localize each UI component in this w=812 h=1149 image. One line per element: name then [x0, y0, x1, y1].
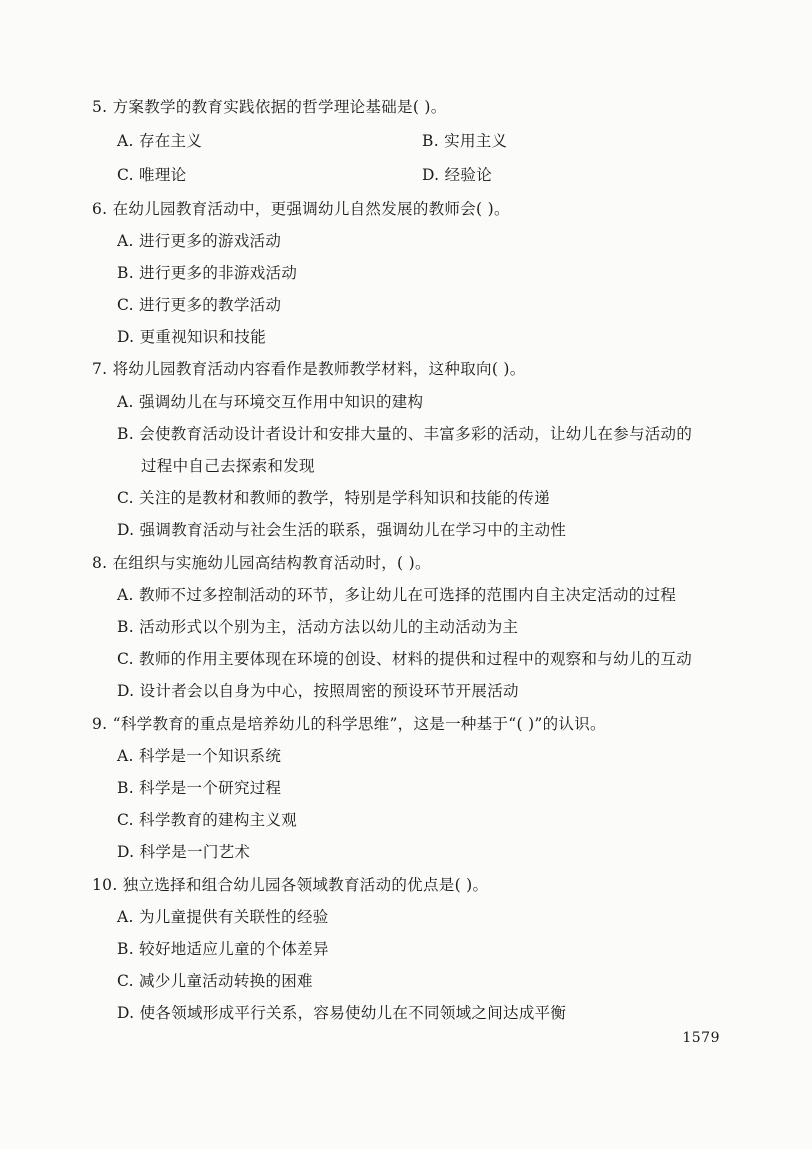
question-5-option-b: B. 实用主义 [422, 132, 508, 150]
question-9-option-b: B. 科学是一个研究过程 [117, 779, 282, 797]
question-9-option-c: C. 科学教育的建构主义观 [117, 811, 298, 829]
question-9-stem: 9. “科学教育的重点是培养幼儿的科学思维”，这是一种基于“( )”的认识。 [92, 715, 606, 733]
question-9-option-a: A. 科学是一个知识系统 [117, 747, 282, 765]
question-8-stem: 8. 在组织与实施幼儿园高结构教育活动时，( )。 [92, 554, 431, 572]
question-7-option-a: A. 强调幼儿在与环境交互作用中知识的建构 [117, 393, 424, 411]
question-10-stem: 10. 独立选择和组合幼儿园各领域教育活动的优点是( )。 [92, 876, 489, 894]
question-8-option-c: C. 教师的作用主要体现在环境的创设、材料的提供和过程中的观察和与幼儿的互动 [117, 650, 693, 668]
question-9-option-d: D. 科学是一门艺术 [117, 843, 251, 861]
question-6-option-b: B. 进行更多的非游戏活动 [117, 264, 298, 282]
question-10-option-a: A. 为儿童提供有关联性的经验 [117, 908, 329, 926]
question-8-option-d: D. 设计者会以自身为中心，按照周密的预设环节开展活动 [117, 682, 519, 700]
question-7-stem: 7. 将幼儿园教育活动内容看作是教师教学材料，这种取向( )。 [92, 360, 526, 378]
question-5-option-c: C. 唯理论 [117, 166, 187, 184]
question-7-option-b-continued: 过程中自己去探索和发现 [141, 457, 315, 475]
question-10-option-c: C. 减少儿童活动转换的困难 [117, 972, 313, 990]
question-5-stem: 5. 方案教学的教育实践依据的哲学理论基础是( )。 [92, 98, 447, 116]
question-5-option-d: D. 经验论 [422, 166, 493, 184]
question-6-option-d: D. 更重视知识和技能 [117, 328, 267, 346]
question-6-stem: 6. 在幼儿园教育活动中，更强调幼儿自然发展的教师会( )。 [92, 200, 510, 218]
question-6-option-a: A. 进行更多的游戏活动 [117, 232, 282, 250]
question-7-option-c: C. 关注的是教材和教师的教学，特别是学科知识和技能的传递 [117, 489, 550, 507]
question-7-option-b: B. 会使教育活动设计者设计和安排大量的、丰富多彩的活动，让幼儿在参与活动的 [117, 425, 693, 443]
question-8-option-b: B. 活动形式以个别为主，活动方法以幼儿的主动活动为主 [117, 618, 519, 636]
question-10-option-d: D. 使各领域形成平行关系，容易使幼儿在不同领域之间达成平衡 [117, 1004, 567, 1022]
question-6-option-c: C. 进行更多的教学活动 [117, 296, 282, 314]
question-5-option-a: A. 存在主义 [117, 132, 203, 150]
question-7-option-d: D. 强调教育活动与社会生活的联系，强调幼儿在学习中的主动性 [117, 521, 567, 539]
page-number: 1579 [682, 1030, 720, 1046]
question-8-option-a: A. 教师不过多控制活动的环节，多让幼儿在可选择的范围内自主决定活动的过程 [117, 586, 677, 604]
question-10-option-b: B. 较好地适应儿童的个体差异 [117, 940, 329, 958]
